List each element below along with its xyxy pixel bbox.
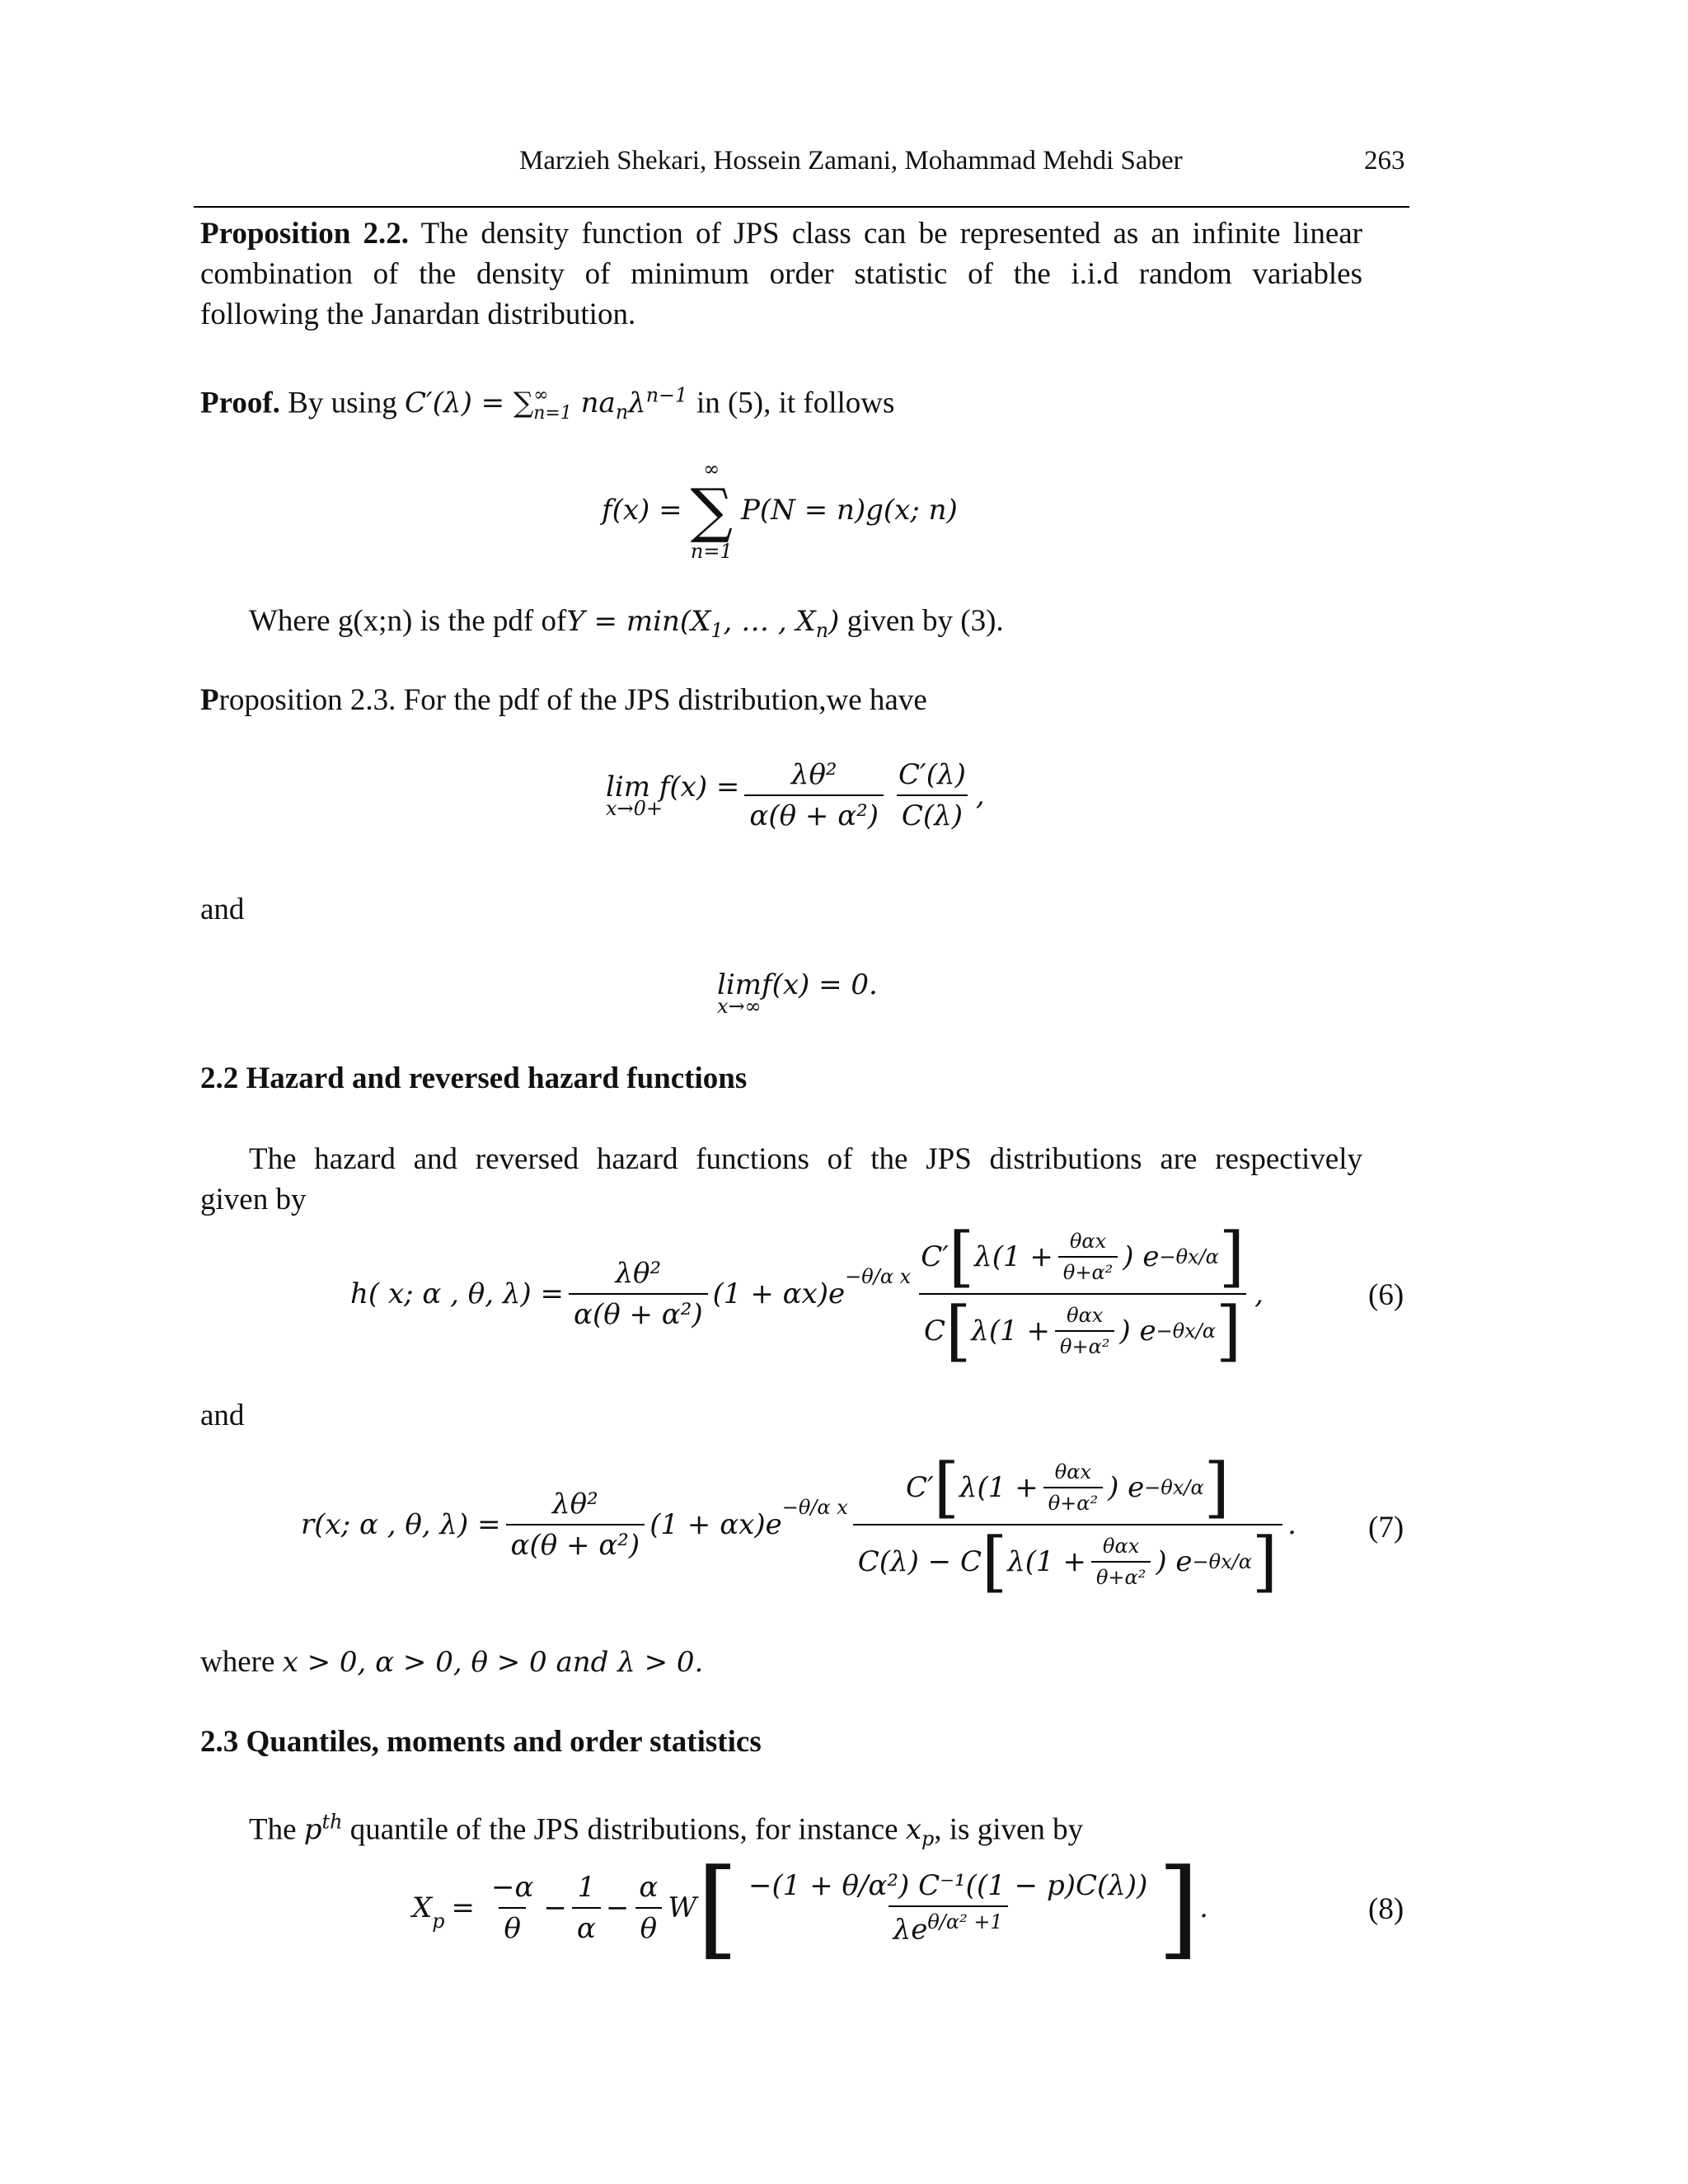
limit-1-num1: λθ² <box>790 758 837 791</box>
proposition-2-2-line-2: combination of the density of minimum order statistic of the i.i.d random variables <box>200 257 1362 291</box>
limit-1-den1: α(θ + α²) <box>744 794 884 832</box>
quantile-th: th <box>321 1811 343 1834</box>
proposition-2-2-label: Proposition 2.2. <box>200 217 410 251</box>
proposition-2-3-line <box>200 681 927 720</box>
hazard-paragraph-line-2: given by <box>200 1183 307 1216</box>
sum-eq-top: ∞ <box>703 457 720 480</box>
eq8-big-den: λe <box>893 1913 928 1947</box>
proof-sum-bot: n=1 <box>533 403 572 424</box>
proof-math-b: na <box>580 387 616 420</box>
eq8-big-num: −(1 + θ/α²) C⁻¹((1 − p)C(λ)) <box>748 1869 1148 1903</box>
eq6-num-inner-frac-num: θαx <box>1069 1230 1107 1253</box>
limit-1-lhs: lim f(x) = <box>606 771 740 804</box>
eq8-frac3-den: θ <box>635 1907 662 1945</box>
quantile-text-a: The <box>249 1812 297 1847</box>
eq8-minus-2: − <box>605 1891 630 1924</box>
where-g-sub1: 1 <box>710 618 724 642</box>
eq7-den-inner-frac-den: θ+α² <box>1091 1561 1151 1589</box>
proof-math-a: C′(λ) = ∑ <box>405 387 534 420</box>
where-g-text-a: Where g(x;n) is the pdf of <box>249 604 567 638</box>
where-g-line <box>249 602 1004 650</box>
eq7-num1: λθ² <box>552 1488 598 1521</box>
equation-6-number: (6) <box>1368 1278 1404 1312</box>
eq6-num-inner-post: ) e <box>1123 1240 1160 1273</box>
sum-eq-lhs: f(x) = <box>602 494 682 527</box>
eq6-den-inner: λ(1 + <box>971 1315 1051 1347</box>
equation-8-number: (8) <box>1368 1892 1404 1926</box>
quantile-text-c: , is given by <box>934 1812 1084 1847</box>
eq8-frac2-den: α <box>572 1907 601 1945</box>
eq8-lhs: X <box>412 1891 433 1924</box>
eq8-equals: = <box>451 1891 475 1924</box>
limit-1-sub: x→0+ <box>606 797 663 820</box>
eq7-mid: (1 + αx)e <box>649 1508 782 1541</box>
proof-text-b: in (5), it follows <box>696 386 895 420</box>
eq7-big-fraction: C′ [ λ(1 + $\frac{\text{θαx}}{\text{θ+α²}}$ ) e −θx/α ] C(λ) − C [ λ(1 + $\frac{\text{θαx}}{\text{θ+α²}}$ ) e −θx/α ] <box>853 1455 1282 1595</box>
eq7-num2-pre: C′ <box>905 1471 934 1504</box>
page-number: 263 <box>1364 146 1405 176</box>
eq6-num-inner-sup: −θx/α <box>1159 1245 1219 1268</box>
eq6-den-inner-sup: −θx/α <box>1156 1319 1217 1343</box>
where-conditions-line <box>200 1643 703 1682</box>
quantile-p: p <box>303 1813 322 1847</box>
eq7-num-inner-post: ) e <box>1108 1471 1145 1504</box>
where-g-math-b: , … , X <box>723 605 816 638</box>
equation-7 <box>301 1446 1296 1603</box>
proposition-2-2-line-3: following the Janardan distribution. <box>200 298 636 331</box>
where-g-math-a: Y = min(X <box>566 605 711 638</box>
eq8-lhs-sub: p <box>432 1910 445 1933</box>
sum-equation <box>602 457 958 563</box>
eq6-num2-pre: C′ <box>921 1240 949 1273</box>
sum-eq-bottom: n=1 <box>690 540 733 563</box>
where-g-math-c: ) <box>828 605 840 638</box>
eq6-lhs: h( x; α , θ, λ) = <box>350 1277 564 1310</box>
eq6-den-inner-frac-den: θ+α² <box>1055 1330 1114 1358</box>
eq7-den-inner: λ(1 + <box>1007 1545 1086 1578</box>
equation-7-number: (7) <box>1368 1511 1404 1544</box>
proof-text-a: By using <box>288 386 397 420</box>
sigma-symbol: ∑ <box>690 476 733 545</box>
limit-1-tail: , <box>975 779 985 812</box>
eq6-den-inner-post: ) e <box>1119 1315 1156 1347</box>
proof-math-b-sub: n <box>615 401 629 424</box>
where-g-subn: n <box>815 618 829 642</box>
eq6-tail: , <box>1254 1277 1264 1310</box>
eq6-num1: λθ² <box>615 1257 662 1290</box>
eq6-mid: (1 + αx)e <box>712 1277 846 1310</box>
eq7-num-inner-frac-num: θαx <box>1054 1460 1091 1483</box>
limit-1-den2: C(λ) <box>897 794 968 832</box>
eq6-den2-pre: C <box>924 1315 946 1347</box>
eq7-tail: . <box>1287 1508 1296 1541</box>
eq8-w: W <box>668 1891 697 1924</box>
eq7-num-inner: λ(1 + <box>959 1471 1039 1504</box>
eq7-den1: α(θ + α²) <box>506 1524 645 1562</box>
eq8-big-den-sup: θ/α² +1 <box>927 1910 1003 1934</box>
eq7-lhs: r(x; α , θ, λ) = <box>301 1508 501 1541</box>
eq7-den-inner-frac-num: θαx <box>1103 1535 1140 1558</box>
proof-sum-top: ∞ <box>533 385 549 406</box>
equation-8: X $_p$ = $\frac{-\alpha}{\theta}$ − $\frac{1}{\alpha}$ − $\frac{\alpha}{\theta}$ W [ $\frac{\text{−(1 + θ/α²) C⁻¹((1 − p)C(λ))}}{\lambda e^{\theta/\alpha^2 +1}}$ ] . <box>412 1845 1208 1971</box>
eq7-num-inner-frac-den: θ+α² <box>1043 1487 1103 1515</box>
eq6-mid-sup: −θ/α x <box>845 1265 912 1288</box>
eq7-den-inner-post: ) e <box>1156 1545 1193 1578</box>
eq8-frac1-num: −α <box>490 1871 534 1904</box>
where-g-text-b: given by (3). <box>846 604 1004 638</box>
and-2: and <box>200 1399 245 1432</box>
sum-eq-rhs: P(N = n)g(x; n) <box>741 494 958 527</box>
eq8-tail: . <box>1199 1891 1208 1924</box>
quantile-text-b: quantile of the JPS distributions, for instance <box>349 1812 898 1847</box>
where-conditions-text: where <box>200 1645 275 1679</box>
eq6-num-inner-frac-den: θ+α² <box>1058 1256 1118 1284</box>
eq8-frac3-num: α <box>639 1871 659 1904</box>
proposition-2-3-initial: P <box>200 683 219 717</box>
limit-equation-2 <box>717 968 878 1018</box>
eq8-frac1-den: θ <box>499 1907 525 1945</box>
quantile-x-sub: p <box>921 1827 935 1851</box>
proof-label: Proof. <box>200 386 280 420</box>
proposition-2-3-text: roposition 2.3. For the pdf of the JPS distribution,we have <box>218 683 927 717</box>
eq6-num-inner: λ(1 + <box>974 1240 1053 1273</box>
quantile-x: x <box>905 1813 922 1847</box>
eq7-den-inner-sup: −θx/α <box>1192 1550 1252 1573</box>
running-header-authors: Marzieh Shekari, Hossein Zamani, Mohammad Mehdi Saber <box>519 146 1183 176</box>
eq6-big-fraction: C′ [ λ(1 + $\frac{\text{θαx}}{\text{θ+α²}}$ ) e −θx/α ] C [ λ(1 + $\frac{\text{θαx}}{\text{θ+α²}}$ ) e −θx/α ] <box>916 1224 1250 1364</box>
eq6-den-inner-frac-num: θαx <box>1067 1304 1104 1327</box>
eq7-den2-pre: C(λ) − C <box>857 1545 982 1578</box>
hazard-paragraph-line-1: The hazard and reversed hazard functions of the JPS distributions are respectively <box>249 1142 1362 1176</box>
eq8-minus-1: − <box>543 1891 567 1924</box>
where-conditions-math: x > 0, α > 0, θ > 0 and λ > 0. <box>282 1646 704 1679</box>
limit-equation-1 <box>606 758 985 832</box>
proposition-2-2-text-1: The density function of JPS class can be represented as an infinite linear <box>420 217 1362 251</box>
eq7-mid-sup: −θ/α x <box>781 1496 848 1519</box>
proof-math <box>405 384 696 424</box>
limit-2-sub: x→∞ <box>717 995 762 1018</box>
where-g-math <box>566 605 840 642</box>
proposition-2-2-line-1 <box>200 214 1362 254</box>
eq6-den1: α(θ + α²) <box>569 1293 708 1331</box>
eq7-num-inner-sup: −θx/α <box>1144 1476 1204 1499</box>
equation-6 <box>350 1220 1264 1368</box>
section-2-2-heading: 2.2 Hazard and reversed hazard functions <box>200 1062 748 1095</box>
eq8-frac2-num: 1 <box>577 1871 596 1904</box>
and-1: and <box>200 893 245 926</box>
quantile-p-th <box>304 1813 343 1846</box>
limit-1-num2: C′(λ) <box>898 758 966 791</box>
limit-2-lhs: limf(x) = 0. <box>717 968 878 1001</box>
section-2-3-heading: 2.3 Quantiles, moments and order statistics <box>200 1725 762 1759</box>
proof-line <box>200 376 894 432</box>
header-rule <box>194 206 1409 208</box>
proof-math-c-sup: n−1 <box>645 384 688 407</box>
proof-math-c: λ <box>628 387 646 420</box>
